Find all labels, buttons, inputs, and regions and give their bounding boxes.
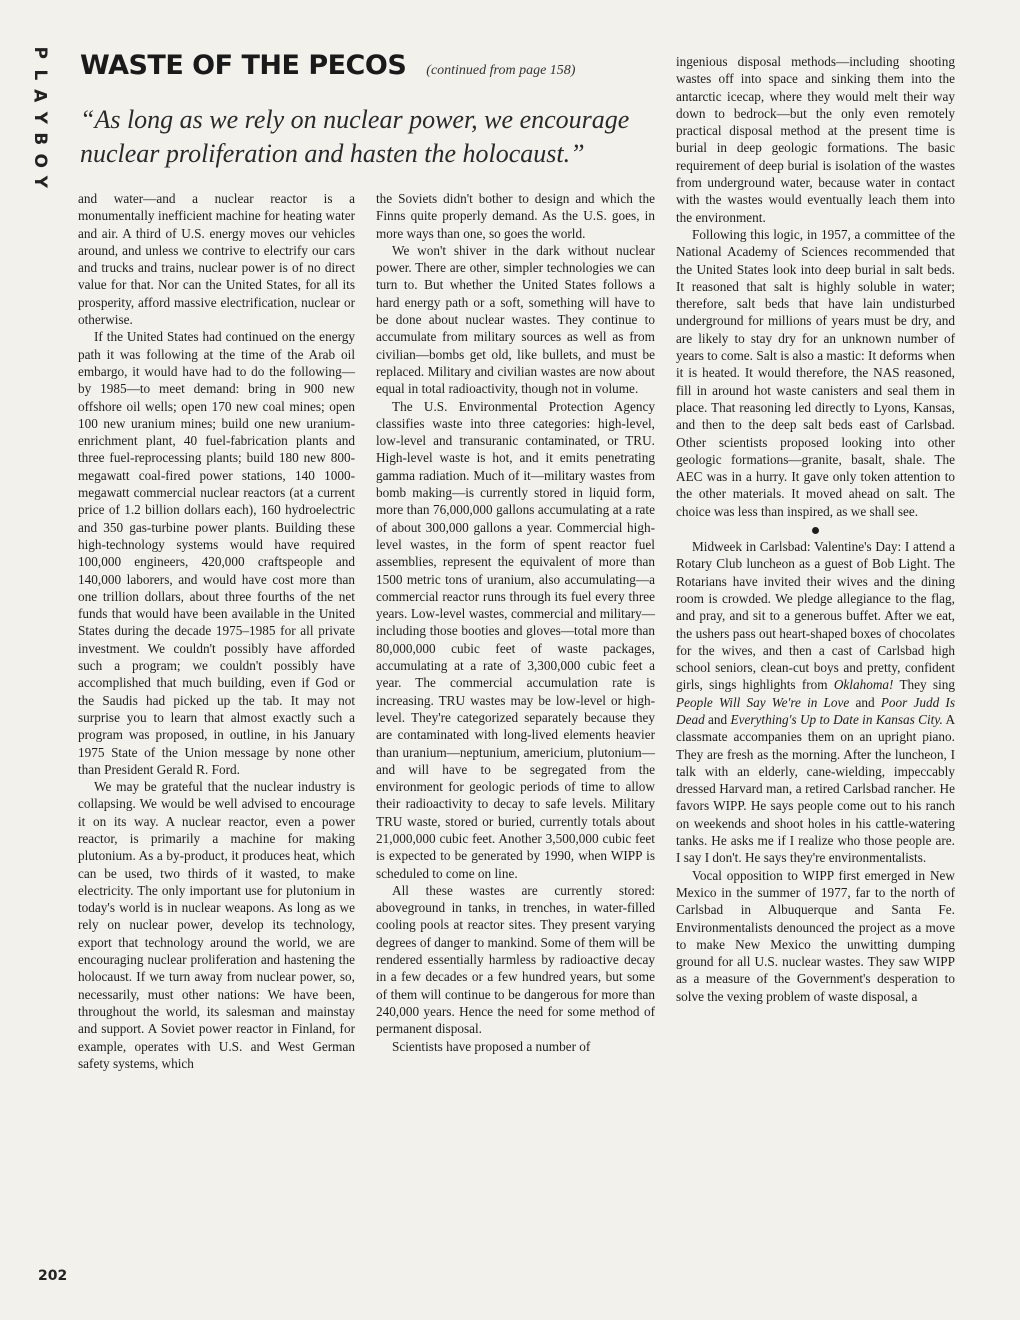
magazine-sidebar — [28, 42, 50, 193]
sidebar-letter: Y — [29, 175, 50, 188]
text-column-2 — [376, 190, 655, 1055]
paragraph: ingenious disposal methods—including shooting wastes off into space and sinking them into the antarctic icecap, where they would melt their way down to bedrock—but the only even remotely practical disposal method at the present time is burial in deep geologic formations. The basic requirement of deep burial is isolation of the wastes from underground water, because water in contact with the wastes would eventually leach them into the environment. — [676, 54, 955, 225]
sidebar-letter: Y — [29, 111, 50, 124]
musical-title: Oklahoma! — [833, 677, 894, 693]
paragraph: and water—and a nuclear reactor is a monumentally inefficient machine for heating water and air. A third of U.S. energy moves our vehicles around, and unless we contrive to electrify our cars and trucks and trains, nuclear power is of no direct value for that. Nor can the United States, for all its prosperity, afford massive electrification, nuclear or otherwise. — [78, 191, 355, 328]
song-title: Everything's Up to Date in Kansas City. — [730, 711, 943, 727]
sidebar-letter: L — [29, 68, 50, 80]
sidebar-letter: B — [29, 132, 50, 146]
paragraph: Scientists have proposed a number of — [392, 1038, 591, 1054]
article-title: WASTE OF THE PECOS — [80, 50, 407, 81]
paragraph: All these wastes are currently stored: aboveground in tanks, in trenches, in water-filled cooling pools at reactor sites. They present varying degrees of danger to mankind. Some of them will be rendered essentially harmless by radioactive decay in a few decades or a few hundred years, but some of them will continue to be dangerous for more than 240,000 years. Hence the need for some method of permanent disposal. — [376, 882, 655, 1037]
page-number: 202 — [38, 1268, 68, 1284]
text-run: and — [849, 694, 881, 710]
article-header — [80, 50, 660, 171]
text-run: They sing — [893, 677, 955, 693]
paragraph: the Soviets didn't bother to design and which the Finns quite properly demand. As the U.S. goes, in more ways than one, so goes the world. — [376, 191, 655, 241]
sidebar-letter: O — [29, 153, 50, 168]
text-run: and — [704, 711, 731, 727]
paragraph: We may be grateful that the nuclear industry is collapsing. We would be well advised to encourage it on its way. A nuclear reactor, even a power reactor, is primarily a machine for making plutonium. As a by-product, it produces heat, which can be used, two thirds of it wasted, to make electricity. The only important use for plutonium in today's world is in nuclear weapons. As long as we rely on nuclear power, develop its technology, export that technology around the world, we are encouraging nuclear proliferation and hastening the holocaust. If we turn away from nuclear power, so, necessarily, must other nations: We have been, throughout the world, its salesman and mainstay and support. A Soviet power reactor in Finland, for example, operates with U.S. and West German safety systems, which — [78, 779, 355, 1071]
text-column-1 — [78, 190, 355, 1072]
section-break-bullet — [676, 523, 955, 537]
pull-quote: “As long as we rely on nuclear power, we encourage nuclear proliferation and hasten the holocaust.” — [80, 105, 630, 168]
song-title: Poor Judd Is Dead — [676, 694, 955, 727]
paragraph: Vocal opposition to WIPP first emerged in New Mexico in the summer of 1977, far to the north of Carlsbad in Albuquerque and Santa Fe. Environmentalists denounced the project as a move to make New Mexico the unwitting dumping ground for all U.S. nuclear wastes. They saw WIPP as a measure of the Government's desperation to solve the vexing problem of waste disposal, a — [676, 867, 955, 1004]
paragraph: We won't shiver in the dark without nuclear power. There are other, simpler technologies we can turn to. But whether the United States follows a hard energy path or a soft, something will have to be done about nuclear wastes. They continue to accumulate from military sources as well as from civilian—bombs get old, like bullets, and must be replaced. Military and civilian wastes are now about equal in total radioactivity, though not in volume. — [376, 242, 655, 397]
sidebar-letter: P — [29, 46, 50, 59]
song-title: People Will Say We're in Love — [676, 694, 850, 710]
sidebar-letter: A — [29, 89, 50, 103]
paragraph — [676, 538, 955, 867]
text-run: Midweek in Carlsbad: Valentine's Day: I attend a Rotary Club luncheon as a guest of Bob Light. The Rotarians have invited their wives and the dining room is crowded. We pledge allegiance to the flag, and pray, and sit to a generous buffet. After we eat, the ushers pass out heart-shaped boxes of chocolates for the wives, and then a cast of Carlsbad high school seniors, clean-cut boys and pretty, confident girls, sings highlights from — [676, 539, 955, 693]
continued-note: (continued from page 158) — [426, 63, 576, 78]
paragraph: Following this logic, in 1957, a committee of the National Academy of Sciences recommended that the United States look into deep burial in salt beds. It reasoned that salt is highly soluble in water; therefore, salt beds that have lain undisturbed underground for millions of years must be dry, and are likely to stay dry for an unknown number of years to come. Salt is also a mastic: It deforms when it is heated. It would therefore, the NAS reasoned, fill in around hot waste canisters and seal them in place. That reasoning led directly to Lyons, Kansas, and then to the deep salt beds east of Carlsbad. Other scientists proposed looking into other geologic formations—granite, basalt, shale. The AEC was in a hurry. It gave only token attention to the other materials. It moved ahead on salt. The choice was less than inspired, as we shall see. — [676, 226, 955, 519]
title-row — [80, 50, 660, 81]
paragraph: If the United States had continued on the energy path it was following at the time of the Arab oil embargo, it would have had to do the following—by 1985—to meet demand: bring in 900 new offshore oil wells; open 170 new coal mines; open 100 new uranium mines; build one new uranium-enrichment plant, 40 fuel-fabrication plants and three fuel-reprocessing plants; build 180 new 800-megawatt coal-fired power stations, 140 1000-megawatt commercial nuclear reactors (at a current price of 1.2 billion dollars each), 160 hydroelectric and 350 gas-turbine power plants. Building these high-technology systems would have required 100,000 engineers, 420,000 craftspeople and 140,000 laborers, and would have cost more than one trillion dollars, about three fourths of the net funds that would have been available in the United States during the decade 1975–1985 for all private investment. We couldn't possibly have afforded such a program; we couldn't possibly have accomplished that much building, even if God or the Saudis had picked up the tab. It may not surprise you to learn that almost exactly such a program was proposed, in outline, in his January 1975 State of the Union message by none other than President Gerald R. Ford. — [78, 329, 355, 777]
text-run: A classmate accompanies them on an upright piano. They are fresh as the morning. After the luncheon, I talk with an elderly, cane-wielding, impeccably dressed Harvard man, a retired Carlsbad rancher. He favors WIPP. He says people come out to his ranch on weekends and shoot holes in his cattle-watering tanks. He asks me if I realize who those people are. I say I don't. He says they're environmentalists. — [676, 711, 956, 866]
text-column-3 — [676, 53, 955, 1005]
paragraph: The U.S. Environmental Protection Agency classifies waste into three categories: high-level, low-level and transuranic contaminated, or TRU. High-level waste is hot, and it emits penetrating gamma radiation. Much of it—military wastes from bomb making—is currently stored in liquid form, more than 76,000,000 gallons accumulating at a rate of about 300,000 gallons a year. Commercial high-level wastes, in the form of spent reactor fuel assemblies, represent the equivalent of more than 1500 metric tons of uranium, also accumulating—a commercial reactor runs through its fuel every three years. Low-level wastes, commercial and military—including those booties and gloves—total more than 80,000,000 cubic feet of waste packages, accumulating at a rate of 3,300,000 cubic feet a year. The commercial accumulation rate is increasing. TRU wastes may be low-level or high-level. They're categorized separately because they are contaminated with long-lived elements heavier than uranium—neptunium, americium, plutonium—and will have to be segregated from the environment for geologic periods of time to allow their radioactivity to decay to safe levels. Military TRU waste, stored or buried, currently totals about 21,000,000 cubic feet. Another 3,500,000 cubic feet is expected to be generated by 1990, when WIPP is scheduled to come on line. — [376, 398, 655, 881]
